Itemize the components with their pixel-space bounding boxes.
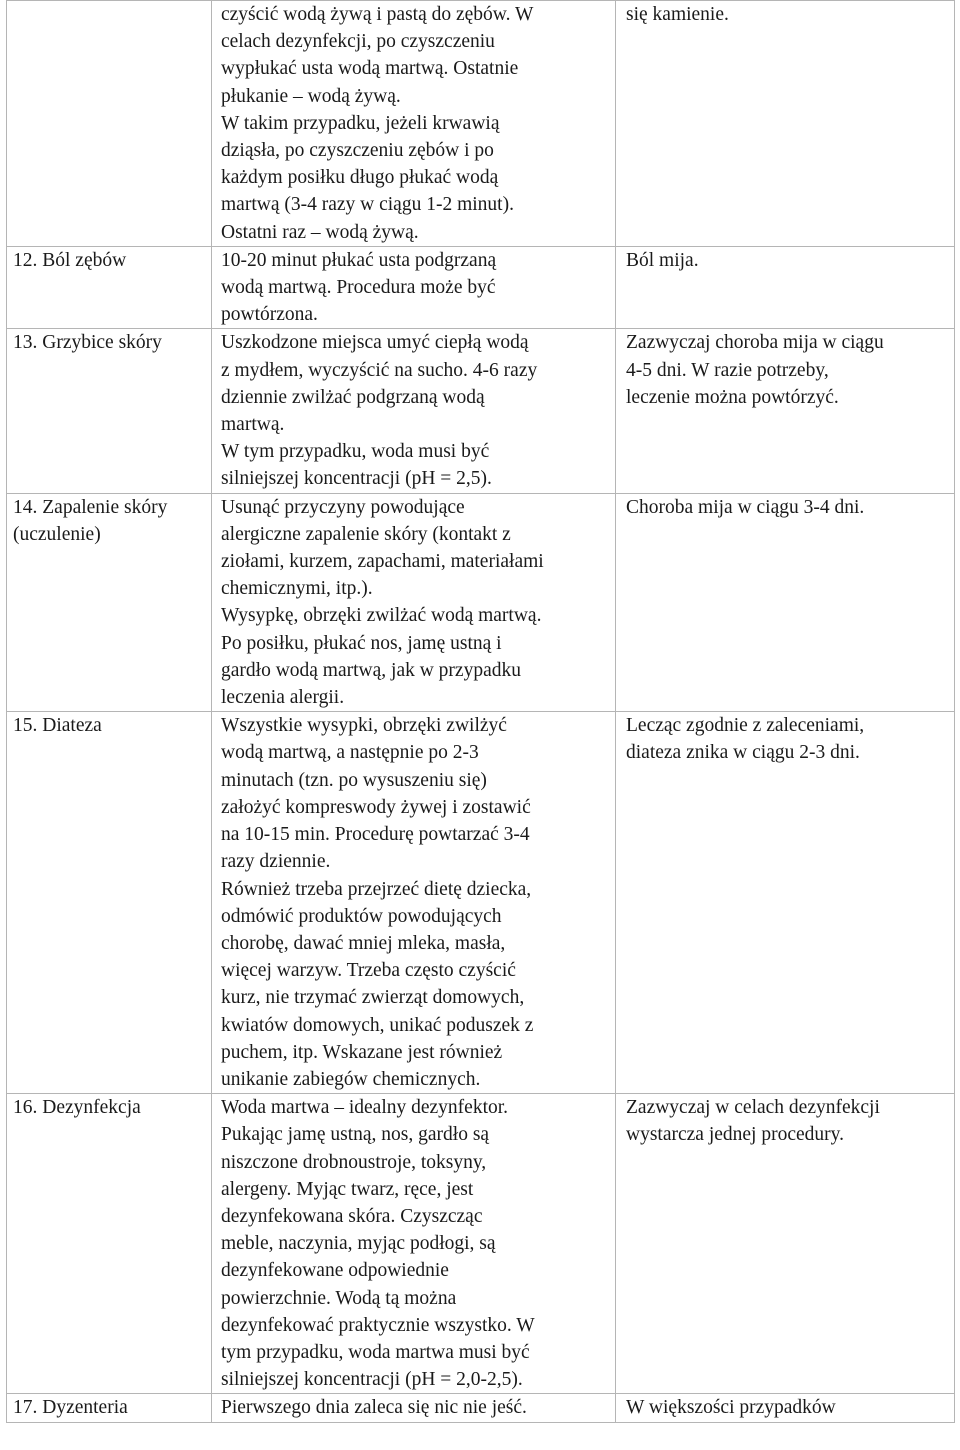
cell-text-line: powierzchnie. Wodą tą można — [221, 1287, 457, 1309]
cell-text-line: wodą martwą, a następnie po 2-3 — [221, 742, 479, 764]
cell-text-line: odmówić produktów powodujących — [221, 905, 502, 927]
cell-text-line: silniejszej koncentracji (pH = 2,0-2,5). — [221, 1369, 523, 1391]
cell-text-line: gardło wodą martwą, jak w przypadku — [221, 659, 521, 681]
cell-text-line: diateza znika w ciągu 2-3 dni. — [626, 742, 860, 764]
cell-text-line: dezynfekowane odpowiednie — [221, 1260, 449, 1282]
cell-text-line: W większości przypadków — [626, 1397, 836, 1419]
table-row — [7, 1394, 955, 1422]
cell-text-line: Uszkodzone miejsca umyć ciepłą wodą — [221, 332, 529, 354]
outcome-cell — [616, 329, 955, 493]
cell-text-line: dezynfekowana skóra. Czyszcząc — [221, 1205, 483, 1227]
table-row — [7, 329, 955, 493]
cell-text-line: dziennie zwilżać podgrzaną wodą — [221, 386, 485, 408]
cell-text-line: meble, naczynia, myjąc podłogi, są — [221, 1233, 496, 1255]
cell-text-line: 15. Diateza — [13, 715, 102, 737]
treatment-cell — [212, 329, 616, 493]
cell-text-line: chemicznymi, itp.). — [221, 578, 373, 600]
cell-text-line: Ostatni raz – wodą żywą. — [221, 221, 419, 243]
cell-text-line: leczenia alergii. — [221, 687, 345, 709]
cell-text-line: chorobę, dawać mniej mleka, masła, — [221, 932, 506, 954]
cell-text-line: Ból mija. — [626, 249, 699, 271]
table-row — [7, 712, 955, 1094]
cell-text-line: Wszystkie wysypki, obrzęki zwilżyć — [221, 715, 507, 737]
treatment-cell — [212, 1094, 616, 1394]
cell-text-line: Lecząc zgodnie z zaleceniami, — [626, 715, 865, 737]
cell-text-line: martwą. — [221, 414, 285, 436]
outcome-cell — [616, 246, 955, 329]
table-row — [7, 1, 955, 247]
cell-text-line: Woda martwa – idealny dezynfektor. — [221, 1097, 509, 1119]
cell-text-line: się kamienie. — [626, 4, 729, 25]
cell-text-line: celach dezynfekcji, po czyszczeniu — [221, 31, 495, 53]
cell-text-line: wypłukać usta wodą martwą. Ostatnie — [221, 58, 519, 80]
condition-cell — [7, 1, 212, 247]
cell-text-line: wystarcza jednej procedury. — [626, 1124, 845, 1146]
cell-text-line: Pukając jamę ustną, nos, gardło są — [221, 1124, 490, 1146]
cell-text-line: alergeny. Myjąc twarz, ręce, jest — [221, 1178, 474, 1200]
condition-cell — [7, 493, 212, 712]
outcome-cell — [616, 1094, 955, 1394]
cell-text-line: (uczulenie) — [13, 523, 101, 545]
cell-text-line: dziąsła, po czyszczeniu zębów i po — [221, 140, 494, 162]
table-row — [7, 1094, 955, 1394]
outcome-cell — [616, 1394, 955, 1422]
condition-cell — [7, 246, 212, 329]
cell-text-line: Zazwyczaj choroba mija w ciągu — [626, 332, 884, 354]
cell-text-line: czyścić wodą żywą i pastą do zębów. W — [221, 4, 534, 25]
cell-text-line: niszczone drobnoustroje, toksyny, — [221, 1151, 487, 1173]
cell-text-line: 16. Dezynfekcja — [13, 1097, 141, 1119]
cell-text-line: założyć kompreswody żywej i zostawić — [221, 796, 531, 818]
cell-text-line: Choroba mija w ciągu 3-4 dni. — [626, 496, 865, 518]
cell-text-line: puchem, itp. Wskazane jest również — [221, 1041, 503, 1063]
cell-text-line: powtórzona. — [221, 304, 318, 326]
cell-text-line: każdym posiłku długo płukać wodą — [221, 167, 499, 189]
treatment-cell — [212, 246, 616, 329]
cell-text-line: 17. Dyzenteria — [13, 1397, 128, 1419]
cell-text-line: płukanie – wodą żywą. — [221, 85, 401, 107]
cell-text-line: 10-20 minut płukać usta podgrzaną — [221, 249, 497, 271]
cell-text-line: więcej warzyw. Trzeba często czyścić — [221, 960, 516, 982]
cell-text-line: 14. Zapalenie skóry — [13, 496, 168, 518]
cell-text-line: martwą (3-4 razy w ciągu 1-2 minut). — [221, 194, 514, 216]
cell-text-line: Wysypkę, obrzęki zwilżać wodą martwą. — [221, 605, 542, 627]
cell-text-line: W tym przypadku, woda musi być — [221, 441, 490, 463]
cell-text-line: kwiatów domowych, unikać poduszek z — [221, 1014, 534, 1036]
outcome-cell — [616, 1, 955, 247]
outcome-cell — [616, 493, 955, 712]
table-row — [7, 493, 955, 712]
cell-text-line: silniejszej koncentracji (pH = 2,5). — [221, 468, 492, 490]
condition-cell — [7, 1094, 212, 1394]
cell-text-line: Po posiłku, płukać nos, jamę ustną i — [221, 632, 502, 654]
cell-text-line: 4-5 dni. W razie potrzeby, — [626, 359, 829, 381]
cell-text-line: leczenie można powtórzyć. — [626, 386, 839, 408]
cell-text-line: Usunąć przyczyny powodujące — [221, 496, 465, 518]
condition-cell — [7, 1394, 212, 1422]
cell-text-line: ziołami, kurzem, zapachami, materiałami — [221, 551, 544, 573]
table-body — [7, 1, 955, 1423]
treatment-cell — [212, 1, 616, 247]
cell-text-line: Zazwyczaj w celach dezynfekcji — [626, 1097, 880, 1119]
cell-text-line: alergiczne zapalenie skóry (kontakt z — [221, 523, 511, 545]
cell-text-line: 12. Ból zębów — [13, 249, 127, 271]
cell-text-line: dezynfekować praktycznie wszystko. W — [221, 1314, 535, 1336]
cell-text-line: kurz, nie trzymać zwierząt domowych, — [221, 987, 525, 1009]
cell-text-line: z mydłem, wyczyścić na sucho. 4-6 razy — [221, 359, 538, 381]
treatment-table — [6, 0, 955, 1423]
outcome-cell — [616, 712, 955, 1094]
cell-text-line: 13. Grzybice skóry — [13, 332, 162, 354]
cell-text-line: razy dziennie. — [221, 851, 331, 873]
treatment-cell — [212, 493, 616, 712]
cell-text-line: Pierwszego dnia zaleca się nic nie jeść. — [221, 1397, 527, 1419]
cell-text-line: W takim przypadku, jeżeli krwawią — [221, 112, 500, 134]
treatment-cell — [212, 712, 616, 1094]
cell-text-line: minutach (tzn. po wysuszeniu się) — [221, 769, 487, 791]
cell-text-line: Również trzeba przejrzeć dietę dziecka, — [221, 878, 532, 900]
cell-text-line: wodą martwą. Procedura może być — [221, 277, 496, 299]
table-row — [7, 246, 955, 329]
condition-cell — [7, 329, 212, 493]
cell-text-line: tym przypadku, woda martwa musi być — [221, 1341, 530, 1363]
condition-cell — [7, 712, 212, 1094]
cell-text-line: na 10-15 min. Procedurę powtarzać 3-4 — [221, 824, 530, 846]
cell-text-line: unikanie zabiegów chemicznych. — [221, 1068, 481, 1090]
treatment-cell — [212, 1394, 616, 1422]
